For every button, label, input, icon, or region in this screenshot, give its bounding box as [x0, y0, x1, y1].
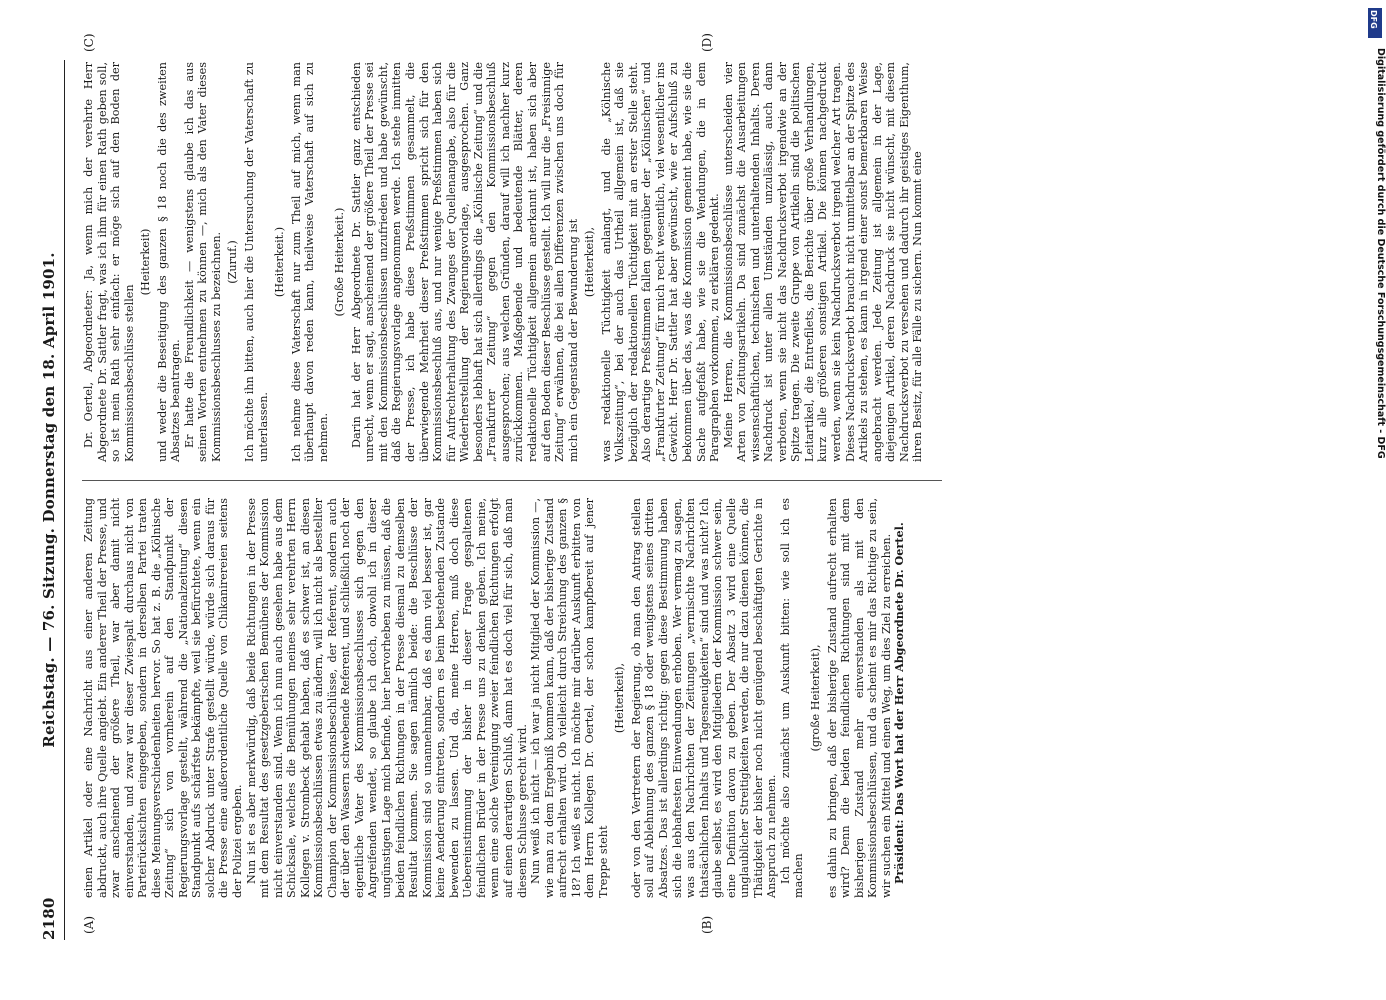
paragraph: was redaktionelle Tüchtigkeit anlangt, und die „Kölnische Volkszeitung“, bei der auch das Urtheil allgemein ist, daß sie bezüglich der redaktionellen Tüchtigkeit mit an erster Stelle steht. Also derartige Preßstimmen fallen gegenüber der „Kölnischen“ und „Frankfurter Zeitung“ für mich recht wesentlich, viel wesentlicher ins Gewicht. Herr Dr. Sattler hat aber gewünscht, wie er Aufschluß zu bekommen über das, was die Kommission gemeint habe, wie sie die Sache aufgefaßt habe, wie sie die Wendungen, die in dem Paragraphen vorkommen, zu erklären gedenkt. — [599, 62, 722, 462]
paragraph: und weder die Beseitigung des ganzen § 18 noch die des zweiten Absatzes beantragen. — [155, 62, 183, 462]
right-column — [82, 62, 962, 462]
paragraph: Darin hat der Herr Abgeordnete Dr. Sattler ganz entschieden unrecht, wenn er sagt, anscheinend der größere Theil der Presse sei mit den Kommissionsbeschlüssen unzufrieden und habe gewünscht, daß die Regierungsvorlage angenommen werde. Ich stehe inmitten der Presse, ich habe diese Preßstimmen gesammelt, die überwiegende Mehrheit dieser Preßstimmen spricht sich für den Kommissionsbeschluß aus, und nur wenige Preßstimmen haben sich für Aufrechterhaltung des Zwanges der Quellenangabe, also für die Wiederherstellung der Regierungsvorlage, ausgesprochen. Ganz besonders lebhaft hat sich allerdings die „Kölnische Zeitung“ und die „Frankfurter Zeitung“ gegen den Kommissionsbeschluß ausgesprochen; aus welchen Gründen, darauf will ich nachher kurz zurückkommen. Maßgebende und bedeutende Blätter, deren redaktionelle Tüchtigkeit allgemein anerkannt ist, haben sich aber auf den Boden dieser Beschlüsse gestellt. Ich will nur die „Freisinnige Zeitung“ erwähnen, die bei allen Differenzen zwischen uns doch für mich ein Gegenstand der Bewunderung ist — [349, 62, 580, 462]
margin-mark-a: (A) — [82, 915, 96, 934]
interjection: (Heiterkeit) — [139, 228, 153, 296]
interjection: (große Heiterkeit), — [808, 644, 822, 752]
dfg-logo — [1368, 8, 1382, 38]
paragraph: Nun ist es aber merkwürdig, daß beide Richtungen in der Presse mit dem Resultat des gesetzgeberischen Bemühens der Kommission nicht einverstanden sind. Wenn ich nun auch gesehen habe aus dem Schicksale, welches die Bemühungen meines sehr verehrten Herrn Kollegen v. Strombeck gehabt haben, daß es schwer ist, an diesen Kommissionsbeschlüssen etwas zu ändern, will ich nicht als bestellter Champion der Kommissionsbeschlüsse, der Referent, sondern auch der über den Wassern schwebende Referent, und schließlich noch der eigentliche Vater des Kommissionsbeschlusses sich gegen den Angreifenden wendet, so glaube ich doch, obwohl ich in dieser ungünstigen Lage mich befinde, hier hervorheben zu müssen, daß die beiden feindlichen Richtungen in der Presse diesmal zu demselben Resultat kommen. Sie sagen nämlich beide: die Beschlüsse der Kommission sind so unannehmbar, daß es dann viel besser ist, gar keine Aenderung eintreten, sondern es beim bestehenden Zustande bewenden zu lassen. Und da, meine Herren, muß doch diese Uebereinstimmung der bisher in dieser Frage gespaltenen feindlichen Brüder in der Presse uns zu denken geben. Ich meine, wenn eine solche Vereinigung zweier feindlichen Richtungen erfolgt auf einen derartigen Schluß, dann hat es doch viel für sich, daß man diesem Schlusse gerecht wird. — [244, 498, 529, 898]
paragraph: Nun weiß ich nicht — ich war ja nicht Mitglied der Kommission —, wie man zu dem Ergebniß kommen kann, daß der bisherige Zustand aufrecht erhalten wird. Ob vielleicht durch Streichung des ganzen § 18? Ich weiß es nicht. Ich möchte mir darüber Auskunft erbitten von dem Herrn Kollegen Dr. Oertel, der schon kampfbereit auf jener Treppe steht — [529, 498, 610, 898]
digitization-strip — [1372, 48, 1386, 948]
interjection: (Heiterkeit), — [613, 662, 627, 734]
paragraph: Ich möchte ihn bitten, auch hier die Untersuchung der Vaterschaft zu unterlassen. — [243, 62, 270, 462]
paragraph: Er hatte die Freundlichkeit — wenigstens glaube ich das aus seinen Worten entnehmen zu können —, mich als den Vater dieses Kommissionsbeschlusses zu bezeichnen. — [182, 62, 223, 462]
paragraph: Dr. Oertel, Abgeordneter: Ja, wenn mich der verehrte Herr Abgeordnete Dr. Sattler fragt, was ich ihm für einen Rath geben soll, so ist mein Rath sehr einfach: er möge sich auf den Boden der Kommissionsbeschlüsse stellen — [82, 62, 136, 462]
paragraph: einen Artikel oder eine Nachricht aus einer anderen Zeitung abdruckt, auch ihre Quelle angiebt. Ein anderer Theil der Presse, und zwar anscheinend der größere Theil, war aber damit nicht einverstanden, und zwar war dieser Zwiespalt durchaus nicht von Parteirücksichten eingegeben, sondern in derselben Partei traten diese Meinungsverschiedenheiten hervor. So hat z. B. die „Kölnische Zeitung“ sich von vornherein auf den Standpunkt der Regierungsvorlage gestellt, während die „Nationalzeitung“ diesen Standpunkt aufs schärfste bekämpfte, weil sie befürchtete, wenn ein solcher Abdruck unter Strafe gestellt würde, würde sich daraus für die Presse eine außerordentliche Quelle von Chikanirereien seitens der Polizei ergeben. — [82, 498, 245, 898]
digitization-note: Digitalisierung gefördert durch die Deutsche Forschungsgemeinschaft - DFG — [1375, 48, 1386, 459]
margin-mark-d: (D) — [700, 33, 714, 52]
column-divider — [82, 480, 942, 481]
left-column — [82, 498, 962, 898]
page-header — [40, 60, 70, 940]
interjection: (Heiterkeit.) — [273, 226, 287, 298]
paragraph: Meine Herren, die Kommissionsbeschlüsse unterscheiden vier Arten von Zeitungsartikeln. Da sind zunächst die Ausarbeitungen wissenschaftlichen, technischen und unterhaltenden Inhalts. Deren Nachdruck ist unter allen Umständen unzulässig, auch dann verboten, wenn sie nicht das Nachdrucksverbot irgendwie an der Spitze tragen. Die zweite Gruppe von Artikeln sind die politischen Leitartikel, die Entrefilets, die Berichte über große Verhandlungen, kurz alle größeren sonstigen Artikel. Die können nachgedruckt werden, wenn sie kein Nachdrucksverbot irgend welcher Art tragen. Dieses Nachdrucksverbot braucht nicht unmittelbar an der Spitze des Artikels zu stehen, es kann in irgend einer sonst bemerkbaren Weise angebracht werden. Jede Zeitung ist allgemein in der Lage, diejenigen Artikel, deren Nachdruck sie nicht wünscht, mit diesem Nachdrucksverbot zu versehen und dadurch ihr geistiges Eigenthum, ihren Besitz, für alle Fälle zu sichern. Nun kommt eine — [721, 62, 925, 462]
margin-mark-c: (C) — [82, 33, 96, 52]
page-number: 2180 — [40, 897, 58, 940]
interjection: (Zuruf.) — [226, 240, 240, 284]
page-title: Reichstag. — 76. Sitzung. Donnerstag den 18. April 1901. — [40, 252, 58, 748]
header-rule — [64, 60, 65, 940]
paragraph: es dahin zu bringen, daß der bisherige Zustand aufrecht erhalten wird? Denn die beiden feindlichen Richtungen sind mit dem bisherigen Zustand mehr einverstanden als mit den Kommissionsbeschlüssen, und da scheint es mir das Richtige zu sein, wir suchen ein Mittel und einen Weg, um dies Ziel zu erreichen. — [825, 498, 893, 898]
margin-mark-b: (B) — [700, 915, 714, 934]
speaker-line: Präsident: Das Wort hat der Herr Abgeordnete Dr. Oertel. — [892, 522, 907, 884]
paragraph: oder von den Vertretern der Regierung, ob man den Antrag stellen soll auf Ablehnung des ganzen § 18 oder wenigstens seines dritten Absatzes. Das ist allerdings richtig: gegen diese Bestimmung haben sich die lebhaftesten Einwendungen erhoben. Wer vermag zu sagen, was aus den Nachrichten der Zeitungen „vermischte Nachrichten thatsächlichen Inhalts und Tagesneuigkeiten“ sind und was nicht? Ich glaube selbst, es wird den Mitgliedern der Kommission schwer sein, eine Definition davon zu geben. Der Absatz 3 wird eine Quelle unglaublicher Streitigkeiten werden, die nur dazu dienen können, die Thätigkeit der bisher noch nicht genügend beschäftigten Gerichte in Anspruch zu nehmen. — [629, 498, 779, 898]
dfg-logo-text: DFG — [1369, 10, 1378, 29]
paragraph: Ich nehme diese Vaterschaft nur zum Theil auf mich, wenn man überhaupt davon reden kann, theilweise Vaterschaft auf sich zu nehmen. — [289, 62, 330, 462]
interjection: (Heiterkeit), — [583, 226, 597, 298]
interjection: (Große Heiterkeit.) — [333, 207, 347, 317]
paragraph: Ich möchte also zunächst um Auskunft bitten: wie soll ich es machen — [778, 498, 806, 898]
